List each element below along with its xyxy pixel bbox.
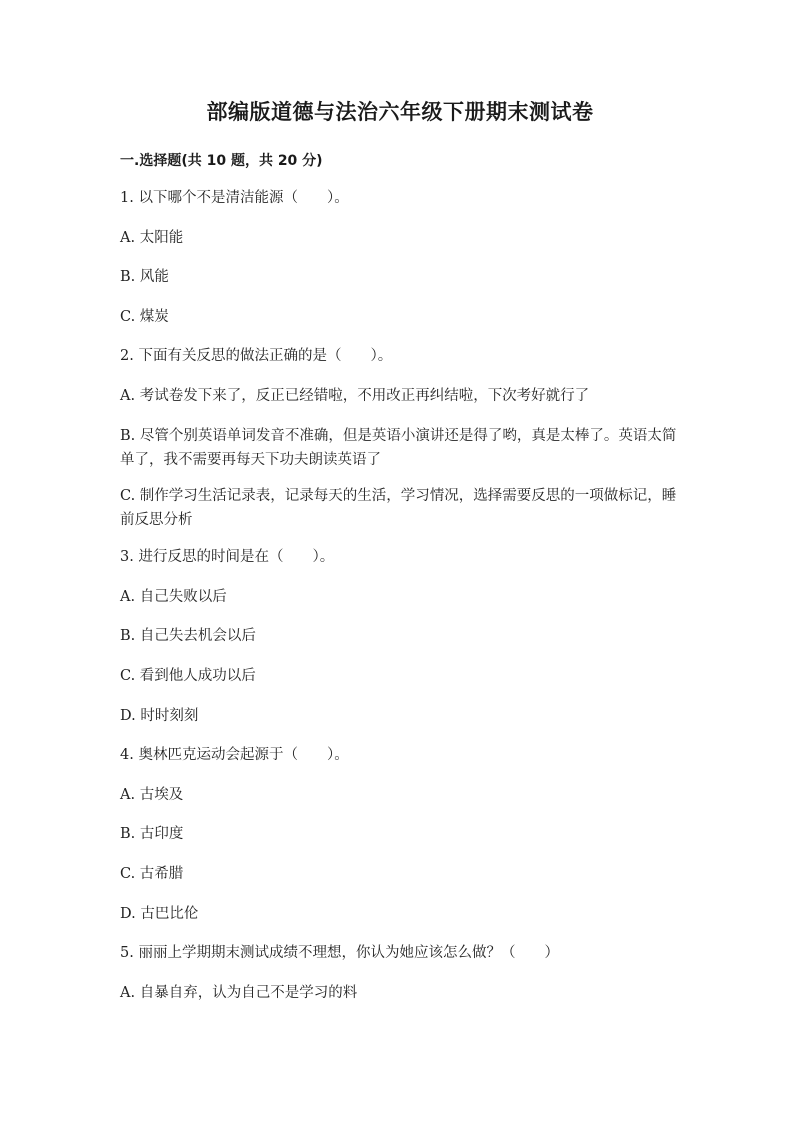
question-1-option-c: C. 煤炭 [120, 309, 169, 325]
question-4-option-c: C. 古希腊 [120, 866, 184, 882]
question-4-option-b: B. 古印度 [120, 826, 184, 842]
question-3-option-b: B. 自己失去机会以后 [120, 628, 256, 644]
question-2-option-c: C. 制作学习生活记录表，记录每天的生活，学习情况，选择需要反思的一项做标记，睡前反思分析 [120, 488, 677, 528]
question-3-option-c: C. 看到他人成功以后 [120, 668, 256, 684]
question-1-stem: 1. 以下哪个不是清洁能源（ ）。 [120, 190, 349, 206]
question-1-option-a: A. 太阳能 [120, 230, 184, 246]
question-5-option-a: A. 自暴自弃，认为自己不是学习的料 [120, 985, 358, 1001]
question-5-stem: 5. 丽丽上学期期末测试成绩不理想，你认为她应该怎么做？（ ） [120, 945, 559, 961]
question-1-option-b: B. 风能 [120, 269, 169, 285]
question-3-option-d: D. 时时刻刻 [120, 708, 199, 724]
question-4-option-d: D. 古巴比伦 [120, 906, 199, 922]
question-2-option-a: A. 考试卷发下来了，反正已经错啦，不用改正再纠结啦，下次考好就行了 [120, 388, 590, 404]
exam-title: 部编版道德与法治六年级下册期末测试卷 [206, 100, 594, 124]
question-2-stem: 2. 下面有关反思的做法正确的是（ ）。 [120, 348, 393, 364]
question-3-stem: 3. 进行反思的时间是在（ ）。 [120, 549, 335, 565]
question-4-option-a: A. 古埃及 [120, 787, 184, 803]
question-2-option-b: B. 尽管个别英语单词发音不准确，但是英语小演讲还是得了哟，真是太棒了。英语太简单了，我不需要再每天下功夫朗读英语了 [120, 428, 677, 468]
question-4-stem: 4. 奥林匹克运动会起源于（ ）。 [120, 747, 349, 763]
section-heading: 一.选择题(共 10 题，共 20 分) [120, 153, 323, 169]
question-3-option-a: A. 自己失败以后 [120, 589, 227, 605]
